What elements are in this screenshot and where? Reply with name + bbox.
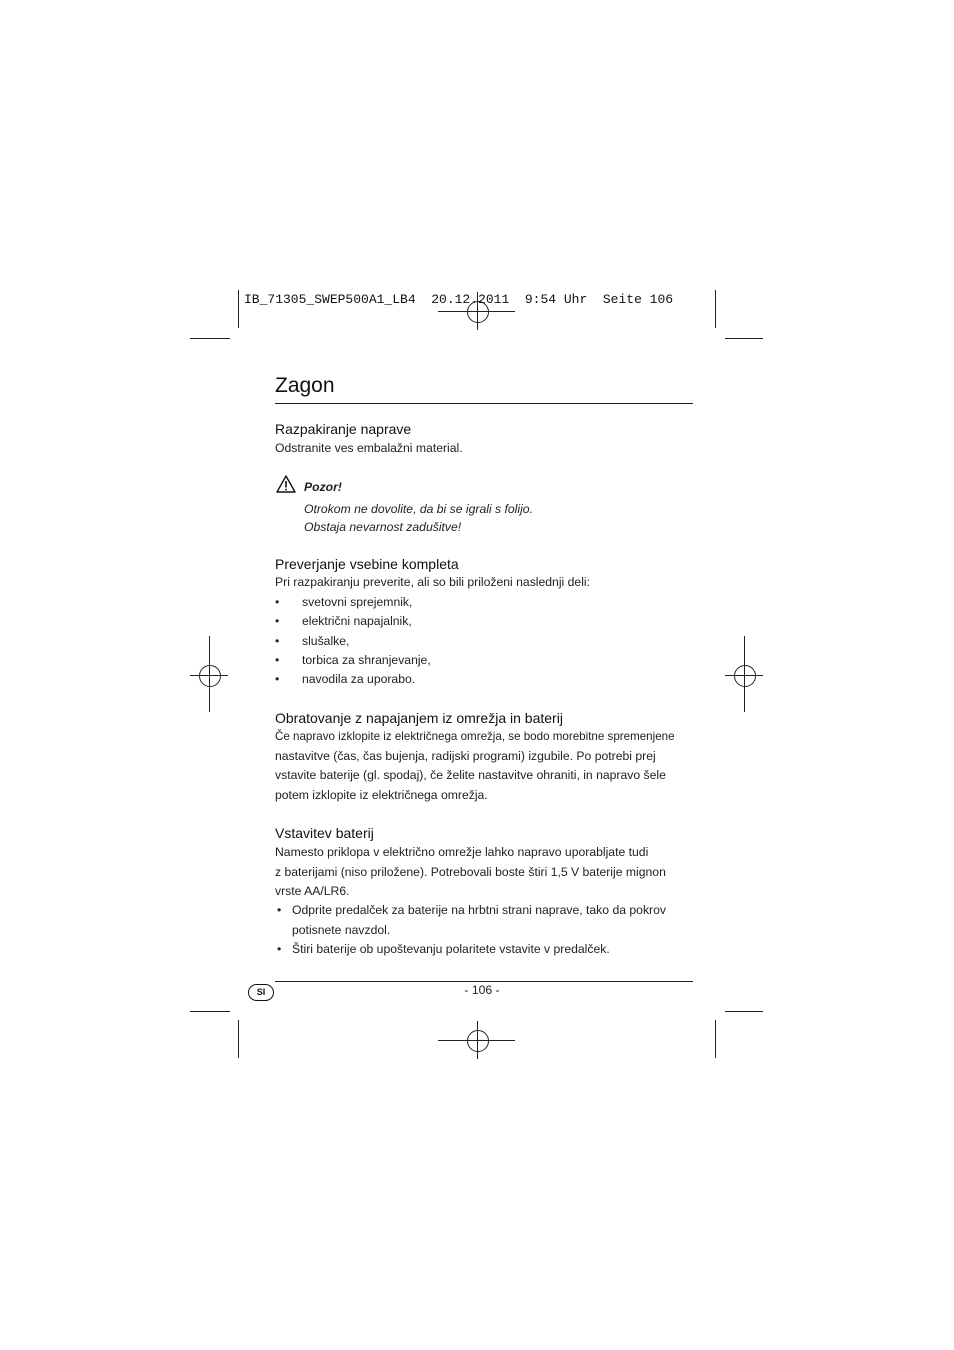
operation-line-3: vstavite baterije (gl. spodaj), če želite nastavitve ohraniti, in napravo šele: [275, 768, 666, 782]
list-item: • Odprite predalček za baterije na hrbtni strani naprave, tako da pokrov potisnete navzdol.: [277, 903, 666, 937]
operation-line-2: nastavitve (čas, čas bujenja, radijski programi) izgubile. Po potrebi prej: [275, 749, 656, 763]
crop-mark: [725, 1011, 763, 1012]
title-rule: [275, 403, 693, 404]
list-item: • električni napajalnik,: [275, 614, 412, 629]
list-item: • Štiri baterije ob upoštevanju polaritete vstavite v predalček.: [277, 942, 610, 956]
unpacking-text: Odstranite ves embalažni material.: [275, 441, 463, 455]
crop-mark: [238, 290, 239, 328]
crop-mark: [190, 338, 230, 339]
crop-mark: [715, 290, 716, 328]
footer-rule: [275, 981, 693, 982]
page-title: Zagon: [275, 374, 335, 397]
batteries-line-3: vrste AA/LR6.: [275, 884, 350, 898]
language-badge: SI: [248, 984, 274, 1001]
heading-unpacking: Razpakiranje naprave: [275, 421, 412, 437]
crop-mark: [190, 1011, 230, 1012]
registration-circle-icon: [467, 1030, 489, 1052]
heading-contents: Preverjanje vsebine kompleta: [275, 556, 459, 572]
crop-mark: [725, 338, 763, 339]
contents-list: [275, 593, 431, 689]
batteries-line-2: z baterijami (niso priložene). Potrebovali boste štiri 1,5 V baterije mignon: [275, 865, 666, 879]
list-item: • torbica za shranjevanje,: [275, 652, 431, 667]
registration-circle-icon: [734, 665, 756, 687]
battery-steps: [275, 901, 695, 960]
warning-triangle-icon: [276, 475, 296, 493]
crop-mark: [715, 1020, 716, 1058]
warning-line-2: Obstaja nevarnost zadušitve!: [304, 520, 462, 534]
operation-line-1: Če napravo izklopite iz električnega omrežja, se bodo morebitne spremenjene: [275, 730, 675, 743]
page-number: - 106 -: [464, 983, 500, 997]
print-slug-line: IB_71305_SWEP500A1_LB4 20.12.2011 9:54 Uhr Seite 106: [244, 292, 674, 307]
operation-line-4: potem izklopite iz električnega omrežja.: [275, 788, 488, 802]
warning-line-1: Otrokom ne dovolite, da bi se igrali s folijo.: [304, 502, 533, 516]
registration-circle-icon: [199, 665, 221, 687]
heading-batteries: Vstavitev baterij: [275, 825, 374, 841]
heading-operation: Obratovanje z napajanjem iz omrežja in baterij: [275, 710, 563, 726]
crop-mark: [238, 1020, 239, 1058]
list-item: • slušalke,: [275, 633, 350, 648]
contents-intro: Pri razpakiranju preverite, ali so bili priloženi naslednji deli:: [275, 575, 590, 589]
list-item: • svetovni sprejemnik,: [275, 595, 413, 609]
batteries-line-1: Namesto priklopa v električno omrežje lahko napravo uporabljate tudi: [275, 845, 649, 859]
list-item: • navodila za uporabo.: [275, 672, 416, 687]
warning-label: Pozor!: [304, 480, 342, 494]
